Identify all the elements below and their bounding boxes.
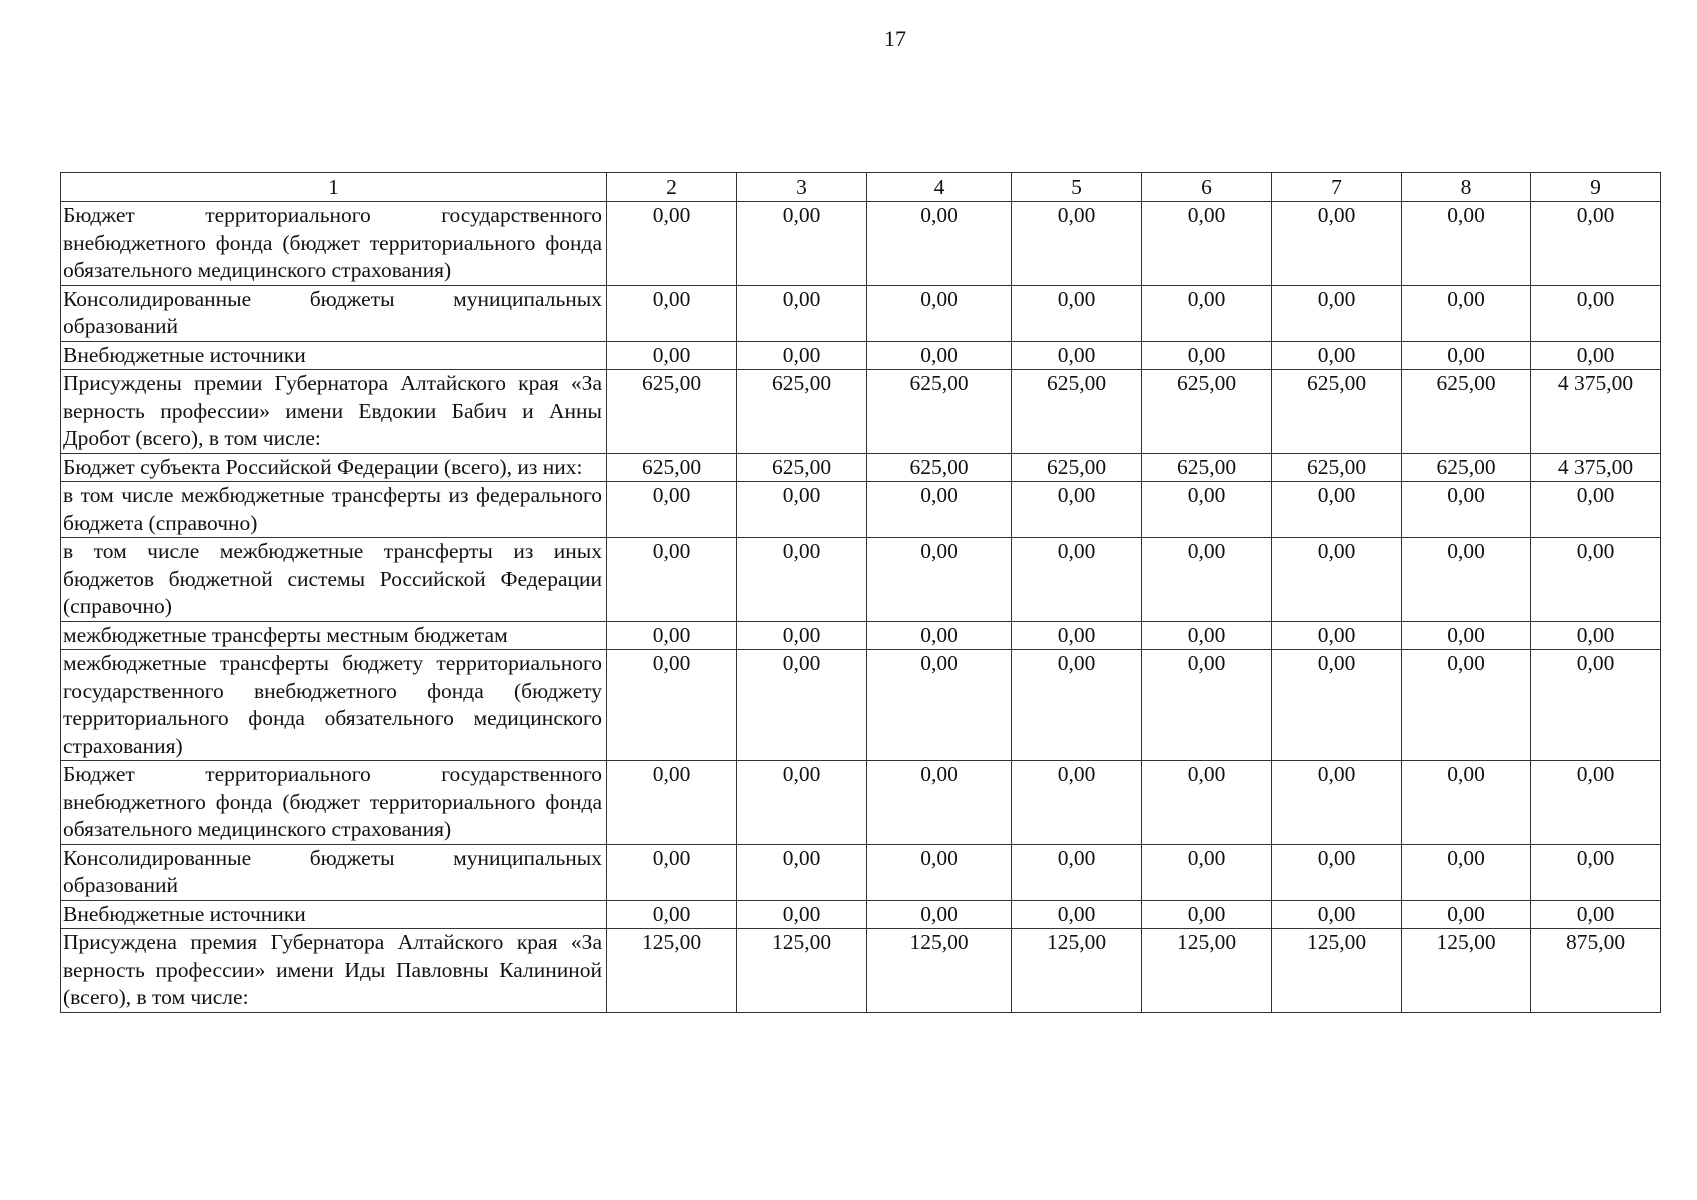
value-cell: 625,00 <box>1012 370 1142 454</box>
value-cell: 0,00 <box>867 844 1012 900</box>
value-cell: 625,00 <box>1272 453 1402 482</box>
value-cell: 0,00 <box>1531 761 1661 845</box>
column-header: 9 <box>1531 173 1661 202</box>
value-cell: 0,00 <box>1531 844 1661 900</box>
header-row <box>61 173 1661 202</box>
value-cell: 125,00 <box>1142 929 1272 1013</box>
value-cell: 0,00 <box>607 285 737 341</box>
row-label: в том числе межбюджетные трансферты из иных бюджетов бюджетной системы Российской Федерации (справочно) <box>61 538 607 622</box>
table-row <box>61 482 1661 538</box>
table-row <box>61 900 1661 929</box>
column-header: 3 <box>737 173 867 202</box>
value-cell: 625,00 <box>867 453 1012 482</box>
table-row <box>61 370 1661 454</box>
value-cell: 0,00 <box>867 538 1012 622</box>
row-label: Консолидированные бюджеты муниципальных образований <box>61 844 607 900</box>
value-cell: 625,00 <box>1402 453 1531 482</box>
value-cell: 125,00 <box>867 929 1012 1013</box>
value-cell: 0,00 <box>867 341 1012 370</box>
value-cell: 0,00 <box>1272 538 1402 622</box>
value-cell: 0,00 <box>1272 650 1402 761</box>
value-cell: 0,00 <box>1402 482 1531 538</box>
value-cell: 0,00 <box>737 900 867 929</box>
value-cell: 0,00 <box>1142 761 1272 845</box>
value-cell: 0,00 <box>867 202 1012 286</box>
column-header: 2 <box>607 173 737 202</box>
column-header: 6 <box>1142 173 1272 202</box>
value-cell: 0,00 <box>1402 538 1531 622</box>
value-cell: 0,00 <box>1012 285 1142 341</box>
row-label: Бюджет территориального государственного внебюджетного фонда (бюджет территориального фонда обязательного медицинского страхования) <box>61 202 607 286</box>
row-label: Внебюджетные источники <box>61 900 607 929</box>
value-cell: 0,00 <box>1402 341 1531 370</box>
value-cell: 125,00 <box>1012 929 1142 1013</box>
row-label: Внебюджетные источники <box>61 341 607 370</box>
value-cell: 0,00 <box>607 900 737 929</box>
value-cell: 0,00 <box>607 341 737 370</box>
column-header: 5 <box>1012 173 1142 202</box>
value-cell: 0,00 <box>1142 621 1272 650</box>
value-cell: 0,00 <box>867 621 1012 650</box>
table-row <box>61 650 1661 761</box>
value-cell: 0,00 <box>1142 538 1272 622</box>
table-row <box>61 202 1661 286</box>
value-cell: 625,00 <box>607 453 737 482</box>
value-cell: 0,00 <box>1012 761 1142 845</box>
value-cell: 0,00 <box>1012 844 1142 900</box>
value-cell: 0,00 <box>1272 202 1402 286</box>
value-cell: 0,00 <box>607 844 737 900</box>
value-cell: 0,00 <box>1012 341 1142 370</box>
value-cell: 0,00 <box>867 900 1012 929</box>
value-cell: 0,00 <box>1012 650 1142 761</box>
table-row <box>61 621 1661 650</box>
column-header: 8 <box>1402 173 1531 202</box>
value-cell: 0,00 <box>1142 482 1272 538</box>
value-cell: 0,00 <box>1272 285 1402 341</box>
value-cell: 125,00 <box>607 929 737 1013</box>
table-row <box>61 844 1661 900</box>
value-cell: 0,00 <box>737 202 867 286</box>
column-header: 4 <box>867 173 1012 202</box>
value-cell: 0,00 <box>1402 900 1531 929</box>
value-cell: 0,00 <box>1142 285 1272 341</box>
value-cell: 0,00 <box>1402 844 1531 900</box>
table-row <box>61 341 1661 370</box>
value-cell: 0,00 <box>1531 202 1661 286</box>
value-cell: 0,00 <box>1012 900 1142 929</box>
value-cell: 0,00 <box>1012 538 1142 622</box>
value-cell: 0,00 <box>737 844 867 900</box>
value-cell: 0,00 <box>867 285 1012 341</box>
value-cell: 0,00 <box>607 761 737 845</box>
row-label: Присуждена премия Губернатора Алтайского края «За верность профессии» имени Иды Павловны Калининой (всего), в том числе: <box>61 929 607 1013</box>
value-cell: 625,00 <box>607 370 737 454</box>
row-label: Консолидированные бюджеты муниципальных образований <box>61 285 607 341</box>
value-cell: 625,00 <box>737 370 867 454</box>
value-cell: 0,00 <box>737 761 867 845</box>
value-cell: 0,00 <box>1012 621 1142 650</box>
row-label: Бюджет субъекта Российской Федерации (всего), из них: <box>61 453 607 482</box>
value-cell: 0,00 <box>737 285 867 341</box>
row-label: межбюджетные трансферты местным бюджетам <box>61 621 607 650</box>
value-cell: 875,00 <box>1531 929 1661 1013</box>
value-cell: 0,00 <box>1402 621 1531 650</box>
value-cell: 0,00 <box>607 621 737 650</box>
value-cell: 0,00 <box>1012 202 1142 286</box>
value-cell: 0,00 <box>1531 285 1661 341</box>
page-number: 17 <box>884 26 906 51</box>
row-label: в том числе межбюджетные трансферты из федерального бюджета (справочно) <box>61 482 607 538</box>
value-cell: 0,00 <box>1142 341 1272 370</box>
value-cell: 0,00 <box>1142 900 1272 929</box>
table-row <box>61 929 1661 1013</box>
value-cell: 0,00 <box>867 761 1012 845</box>
value-cell: 0,00 <box>1272 844 1402 900</box>
value-cell: 625,00 <box>1402 370 1531 454</box>
value-cell: 0,00 <box>607 202 737 286</box>
budget-table <box>60 172 1661 1013</box>
row-label: Присуждены премии Губернатора Алтайского края «За верность профессии» имени Евдокии Бабич и Анны Дробот (всего), в том числе: <box>61 370 607 454</box>
value-cell: 0,00 <box>1402 202 1531 286</box>
value-cell: 0,00 <box>867 482 1012 538</box>
table-row <box>61 285 1661 341</box>
value-cell: 0,00 <box>737 650 867 761</box>
value-cell: 125,00 <box>737 929 867 1013</box>
table-row <box>61 538 1661 622</box>
value-cell: 0,00 <box>1142 202 1272 286</box>
value-cell: 125,00 <box>1402 929 1531 1013</box>
column-header: 1 <box>61 173 607 202</box>
table-row <box>61 761 1661 845</box>
row-label: Бюджет территориального государственного внебюджетного фонда (бюджет территориального фонда обязательного медицинского страхования) <box>61 761 607 845</box>
value-cell: 625,00 <box>1272 370 1402 454</box>
value-cell: 0,00 <box>1531 650 1661 761</box>
value-cell: 0,00 <box>1531 482 1661 538</box>
value-cell: 0,00 <box>737 482 867 538</box>
value-cell: 0,00 <box>1272 482 1402 538</box>
value-cell: 625,00 <box>867 370 1012 454</box>
value-cell: 0,00 <box>1531 538 1661 622</box>
value-cell: 0,00 <box>737 341 867 370</box>
table-row <box>61 453 1661 482</box>
value-cell: 4 375,00 <box>1531 453 1661 482</box>
value-cell: 625,00 <box>1142 453 1272 482</box>
value-cell: 0,00 <box>1531 341 1661 370</box>
value-cell: 4 375,00 <box>1531 370 1661 454</box>
table-body <box>61 202 1661 1013</box>
value-cell: 625,00 <box>1142 370 1272 454</box>
value-cell: 0,00 <box>1402 650 1531 761</box>
value-cell: 0,00 <box>1272 621 1402 650</box>
value-cell: 625,00 <box>1012 453 1142 482</box>
value-cell: 0,00 <box>1531 900 1661 929</box>
value-cell: 0,00 <box>1531 621 1661 650</box>
value-cell: 125,00 <box>1272 929 1402 1013</box>
value-cell: 0,00 <box>607 538 737 622</box>
value-cell: 0,00 <box>1402 761 1531 845</box>
column-header: 7 <box>1272 173 1402 202</box>
value-cell: 0,00 <box>1402 285 1531 341</box>
value-cell: 625,00 <box>737 453 867 482</box>
value-cell: 0,00 <box>1272 900 1402 929</box>
value-cell: 0,00 <box>1142 650 1272 761</box>
value-cell: 0,00 <box>1272 341 1402 370</box>
value-cell: 0,00 <box>607 482 737 538</box>
value-cell: 0,00 <box>1142 844 1272 900</box>
value-cell: 0,00 <box>607 650 737 761</box>
value-cell: 0,00 <box>1012 482 1142 538</box>
row-label: межбюджетные трансферты бюджету территориального государственного внебюджетного фонда (бюджету территориального фонда обязательного медицинского страхования) <box>61 650 607 761</box>
value-cell: 0,00 <box>737 621 867 650</box>
value-cell: 0,00 <box>737 538 867 622</box>
value-cell: 0,00 <box>1272 761 1402 845</box>
value-cell: 0,00 <box>867 650 1012 761</box>
